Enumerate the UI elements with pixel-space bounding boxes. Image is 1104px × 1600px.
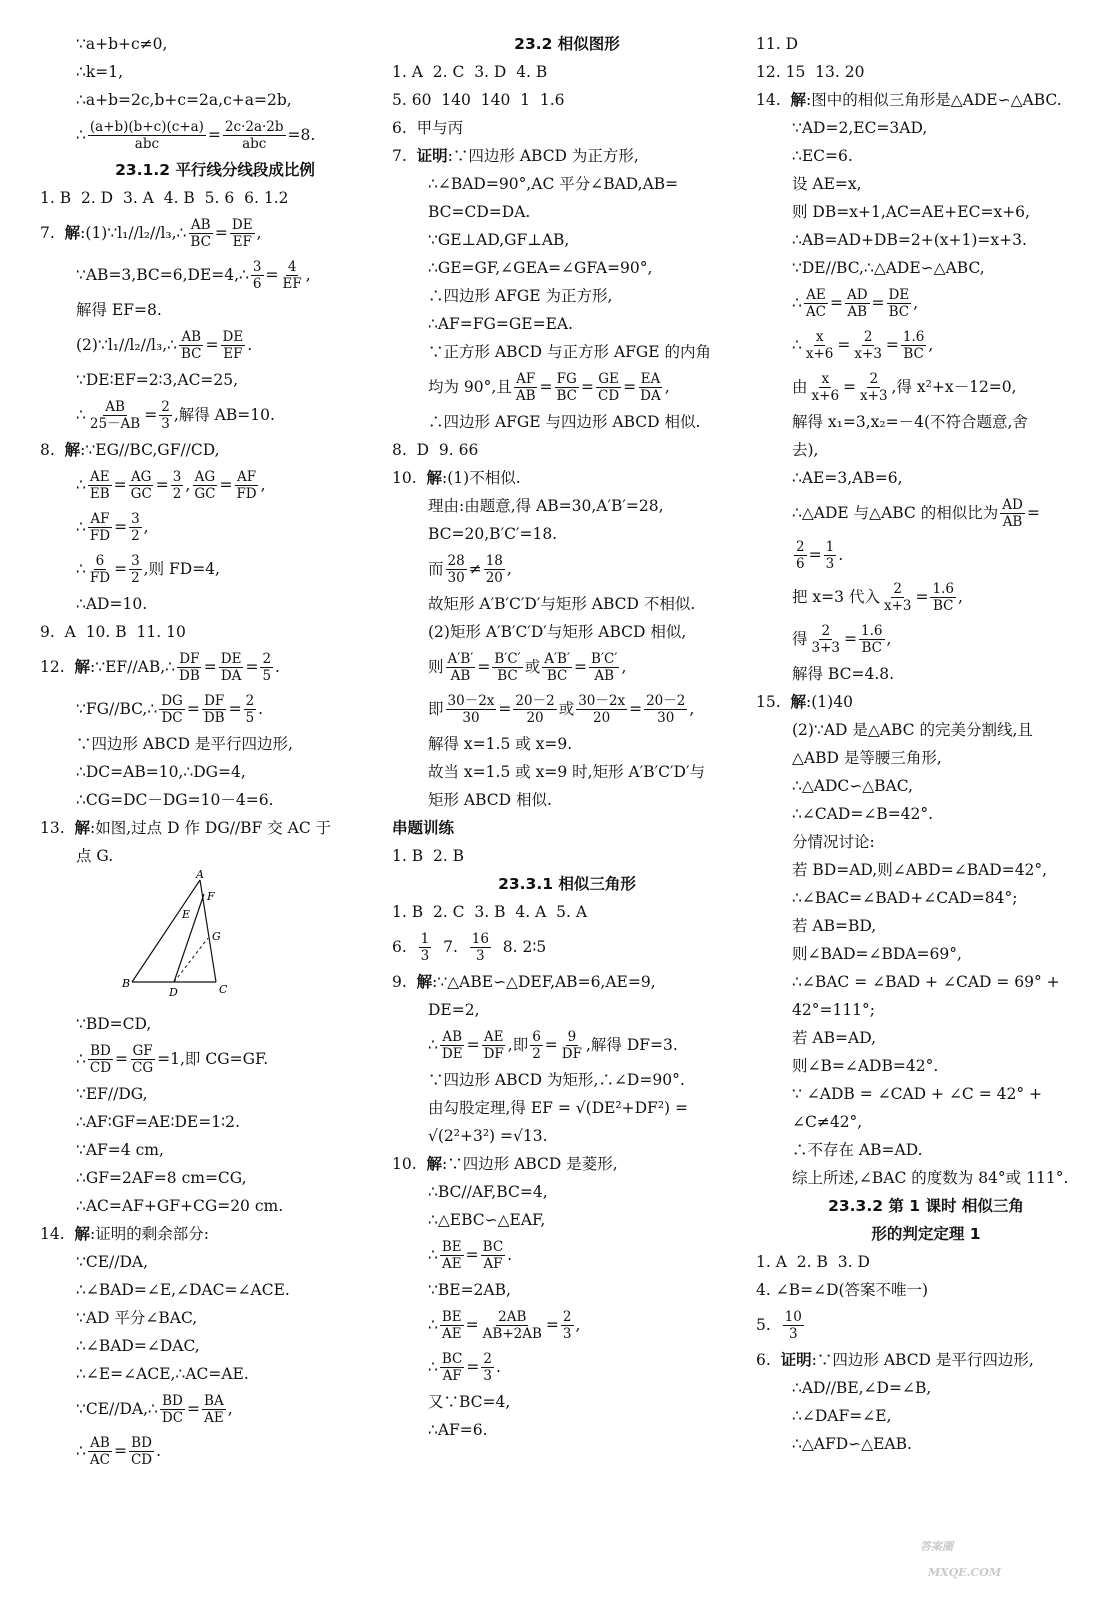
text-line: 矩形 ABCD 相似.: [428, 791, 552, 809]
fraction: $\frac{BC}{AF}$: [482, 1238, 504, 1272]
text-line: (2)矩形 A′B′C′D′与矩形 ABCD 相似,: [428, 623, 687, 641]
text-line: ∵BE=2AB,: [428, 1281, 511, 1299]
triangle-diagram: [120, 870, 260, 1006]
svg-text:B: B: [122, 977, 131, 990]
fraction: $\frac{6}{FD}$: [89, 552, 111, 586]
fraction: $\frac{x}{x+6}$: [805, 328, 834, 362]
text-line: ∴∠BAD=90°,AC 平分∠BAD,AB=: [428, 175, 679, 193]
fraction: $\frac{10}{3}$: [784, 1308, 802, 1342]
text-line: 则 DB=x+1,AC=AE+EC=x+6,: [792, 203, 1030, 221]
math-line: (2)∵l₁//l₂//l₃,∴ $\frac{AB}{BC}$ = $\frac{DE}{EF}$ .: [76, 328, 253, 362]
math-line: ∴ $\frac{x}{x+6}$ = $\frac{2}{x+3}$ = $\frac{1.6}{BC}$ ,: [792, 328, 934, 362]
fraction: $\frac{2}{5}$: [245, 692, 255, 726]
fraction: $\frac{B'C'}{BC}$: [494, 650, 521, 684]
math-line: ∴ $\frac{6}{FD}$ = $\frac{3}{2}$ ,则 FD=4,: [76, 552, 220, 586]
subsection-heading: 串题训练: [392, 819, 455, 837]
text-line: 若 AB=AD,: [792, 1029, 876, 1047]
text-line: ∴不存在 AB=AD.: [792, 1141, 923, 1159]
column-1: [40, 30, 390, 1472]
math-line: 而 $\frac{28}{30}$ ≠ $\frac{18}{20}$ ,: [428, 552, 512, 586]
fraction: $\frac{16}{3}$: [471, 930, 489, 964]
math-line: ∴ $\frac{AB}{25-AB}$ = $\frac{2}{3}$ ,解得 AB=10.: [76, 398, 275, 432]
fraction: $\frac{AE}{AC}$: [805, 286, 826, 320]
text-line: 42°=111°;: [792, 1001, 876, 1019]
fraction: $\frac{AE}{DF}$: [483, 1028, 504, 1062]
text-line: ∴∠BAD=∠DAC,: [76, 1337, 200, 1355]
text-line: ∴BC//AF,BC=4,: [428, 1183, 548, 1201]
fraction: $\frac{3}{2}$: [131, 510, 140, 544]
fraction: $\frac{2}{x+3}$: [883, 580, 912, 614]
fraction: $\frac{DE}{DA}$: [220, 650, 242, 684]
text-line: 1. B 2. C 3. B 4. A 5. A: [392, 903, 588, 921]
text-line: ∵EF//DG,: [76, 1085, 148, 1103]
fraction: $\frac{AB}{25-AB}$: [89, 398, 141, 432]
fraction: $\frac{2c\cdot 2a\cdot 2b}{\text{abc}}$: [224, 118, 284, 152]
text-line: ∴∠BAD=∠E,∠DAC=∠ACE.: [76, 1281, 290, 1299]
text-line: ∴AF∶GF=AE∶DE=1∶2.: [76, 1113, 240, 1131]
text-line: ∴∠BAC=∠BAD+∠CAD=84°;: [792, 889, 1018, 907]
math-line: 均为 90°,且 $\frac{AF}{AB}$ = $\frac{FG}{BC}$ = $\frac{GE}{CD}$ = $\frac{EA}{DA}$ ,: [428, 370, 670, 404]
text-line: ∴CG=DC－DG=10－4=6.: [76, 791, 274, 809]
fraction: $\frac{4}{EF}$: [282, 258, 302, 292]
fraction: $\frac{1.6}{BC}$: [932, 580, 954, 614]
section-heading: 23.1.2 平行线分线段成比例: [115, 161, 315, 179]
text-line: 1. B 2. B: [392, 847, 465, 865]
text-line: 5. 60 140 140 1 1.6: [392, 91, 565, 109]
text-line: 4. ∠B=∠D(答案不唯一): [756, 1281, 929, 1299]
text-line: 8. D 9. 66: [392, 441, 479, 459]
text-line: 解得 BC=4.8.: [792, 665, 895, 683]
text-line: 又∵BC=4,: [428, 1393, 511, 1411]
text-line: ∵AF=4 cm,: [76, 1141, 164, 1159]
fraction: $\frac{A'B'}{BC}$: [544, 650, 571, 684]
svg-text:D: D: [169, 986, 178, 999]
fraction: $\frac{30-2x}{20}$: [578, 692, 626, 726]
math-line: 5. $\frac{10}{3}$: [756, 1308, 802, 1342]
fraction: $\frac{DF}{DB}$: [179, 650, 200, 684]
math-line: ∵CE//DA,∴ $\frac{BD}{DC}$ = $\frac{BA}{AE}$ ,: [76, 1392, 233, 1426]
fraction: $\frac{3}{6}$: [252, 258, 262, 292]
fraction: $\frac{BE}{AE}$: [441, 1238, 462, 1272]
math-line: ∴ $\frac{BD}{CD}$ = $\frac{GF}{CG}$ =1,即 CG=GF.: [76, 1042, 269, 1076]
math-line: ∴ $\frac{AF}{FD}$ = $\frac{3}{2}$ ,: [76, 510, 149, 544]
text-line: ∴∠E=∠ACE,∴AC=AE.: [76, 1365, 249, 1383]
fraction: $\frac{1}{3}$: [825, 538, 835, 572]
math-line: 把 x=3 代入 $\frac{2}{x+3}$ = $\frac{1.6}{BC}$ ,: [792, 580, 963, 614]
math-line: $\frac{2}{6}$ = $\frac{1}{3}$ .: [796, 538, 844, 572]
fraction: $\frac{AG}{GC}$: [130, 468, 152, 502]
math-line: 6. $\frac{1}{3}$ 7. $\frac{16}{3}$ 8. 2∶5: [392, 930, 547, 964]
fraction: $\frac{BD}{CD}$: [130, 1434, 153, 1468]
text-line: ∴AD=10.: [76, 595, 148, 613]
text-line: ∴GE=GF,∠GEA=∠GFA=90°,: [428, 259, 653, 277]
math-line: 得 $\frac{2}{3+3}$ = $\frac{1.6}{BC}$ ,: [792, 622, 892, 656]
text-line: ∴四边形 AFGE 为正方形,: [428, 287, 613, 305]
fraction: $\frac{1.6}{BC}$: [861, 622, 883, 656]
section-heading: 23.3.2 第 1 课时 相似三角: [828, 1197, 1024, 1215]
text-line: 则∠B=∠ADB=42°.: [792, 1057, 939, 1075]
fraction: $\frac{9}{DF}$: [561, 1028, 582, 1062]
text-line: ∵BD=CD,: [76, 1015, 152, 1033]
text-line: ∴△EBC∽△EAF,: [428, 1211, 546, 1229]
math-line: ∴ $\frac{BC}{AF}$ = $\frac{2}{3}$ .: [428, 1350, 501, 1384]
math-line: ∴ $\frac{(a+b)(b+c)(c+a)}{\text{abc}}$ = $\frac{2c\cdot 2a\cdot 2b}{\text{abc}}$ =8.: [76, 118, 316, 152]
text-line: BC=20,B′C′=18.: [428, 525, 558, 543]
fraction: $\frac{GF}{CG}$: [132, 1042, 154, 1076]
text-line: 点 G.: [76, 847, 114, 865]
text-line: 若 BD=AD,则∠ABD=∠BAD=42°,: [792, 861, 1048, 879]
fraction: $\frac{2}{3}$: [161, 398, 170, 432]
fraction: $\frac{2}{x+3}$: [854, 328, 882, 362]
math-line: ∴ $\frac{BE}{AE}$ = $\frac{BC}{AF}$ .: [428, 1238, 513, 1272]
svg-text:E: E: [182, 908, 191, 921]
text-line: 由勾股定理,得 EF = √(DE²+DF²) =: [428, 1099, 688, 1117]
text-line: ∴∠CAD=∠B=42°.: [792, 805, 934, 823]
text-line: 7. 证明 :∵四边形 ABCD 为正方形,: [392, 147, 639, 165]
fraction: $\frac{AD}{AB}$: [846, 286, 868, 320]
text-line: 解得 x=1.5 或 x=9.: [428, 735, 573, 753]
text-line: 1. A 2. C 3. D 4. B: [392, 63, 548, 81]
fraction: $\frac{FG}{BC}$: [556, 370, 578, 404]
text-line: 11. D: [756, 35, 799, 53]
fraction: $\frac{2}{x+3}$: [860, 370, 888, 404]
text-line: ∴a+b=2c,b+c=2a,c+a=2b,: [76, 91, 292, 109]
text-line: 9. 解 :∵△ABE∽△DEF,AB=6,AE=9,: [392, 973, 656, 991]
fraction: $\frac{EA}{DA}$: [640, 370, 661, 404]
fraction: $\frac{A'B'}{AB}$: [447, 650, 474, 684]
math-line: ∴ $\frac{AB}{AC}$ = $\frac{BD}{CD}$ .: [76, 1434, 162, 1468]
text-line: ∴AF=6.: [428, 1421, 488, 1439]
fraction: $\frac{B'C'}{AB}$: [591, 650, 618, 684]
text-line: ∴△AFD∽△EAB.: [792, 1435, 912, 1453]
text-line: ∵a+b+c≠0,: [76, 35, 168, 53]
watermark-logo: [914, 1514, 1084, 1588]
text-line: ∴∠BAC = ∠BAD + ∠CAD = 69° +: [792, 973, 1060, 991]
text-line: 解得 x₁=3,x₂=－4(不符合题意,舍: [792, 413, 1028, 431]
svg-text:答案圈: 答案圈: [920, 1540, 953, 1553]
fraction: $\frac{BD}{CD}$: [89, 1042, 112, 1076]
column-2: [392, 30, 742, 1444]
text-line: ∵CE//DA,: [76, 1253, 149, 1271]
text-line: ∴AE=3,AB=6,: [792, 469, 903, 487]
text-line: 理由:由题意,得 AB=30,A′B′=28,: [428, 497, 664, 515]
text-line: (2)∵AD 是△ABC 的完美分割线,且: [792, 721, 1033, 739]
text-line: ∵正方形 ABCD 与正方形 AFGE 的内角: [428, 343, 712, 361]
math-line: ∵FG//BC,∴ $\frac{DG}{DC}$ = $\frac{DF}{DB}$ = $\frac{2}{5}$ .: [76, 692, 264, 726]
svg-text:F: F: [207, 890, 215, 903]
fraction: $\frac{28}{30}$: [447, 552, 465, 586]
fraction: $\frac{2}{6}$: [796, 538, 805, 572]
text-line: ∴EC=6.: [792, 147, 853, 165]
text-line: ∵AD=2,EC=3AD,: [792, 119, 928, 137]
text-line: 14. 解 :证明的剩余部分:: [40, 1225, 209, 1243]
text-line: ∵AD 平分∠BAC,: [76, 1309, 198, 1327]
text-line: BC=CD=DA.: [428, 203, 531, 221]
text-line: △ABD 是等腰三角形,: [792, 749, 942, 767]
svg-text:MXQE.COM: MXQE.COM: [928, 1566, 1002, 1579]
fraction: $\frac{AF}{AB}$: [515, 370, 536, 404]
text-line: 则∠BAD=∠BDA=69°,: [792, 945, 962, 963]
text-line: 综上所述,∠BAC 的度数为 84°或 111°.: [792, 1169, 1069, 1187]
fraction: $\frac{20-2}{20}$: [515, 692, 555, 726]
text-line: 1. A 2. B 3. D: [756, 1253, 870, 1271]
text-line: ∴AF=FG=GE=EA.: [428, 315, 574, 333]
text-line: 12. 15 13. 20: [756, 63, 865, 81]
text-line: ∴AC=AF+GF+CG=20 cm.: [76, 1197, 284, 1215]
fraction: $\frac{AF}{FD}$: [236, 468, 257, 502]
fraction: $\frac{DE}{EF}$: [222, 328, 244, 362]
fraction: $\frac{30-2x}{30}$: [447, 692, 495, 726]
text-line: 分情况讨论:: [792, 833, 875, 851]
fraction: $\frac{2}{3+3}$: [811, 622, 841, 656]
text-line: 9. A 10. B 11. 10: [40, 623, 186, 641]
fraction: $\frac{BC}{AF}$: [441, 1350, 463, 1384]
text-line: ∴AB=AD+DB=2+(x+1)=x+3.: [792, 231, 1027, 249]
text-line: ∠C≠42°,: [792, 1113, 863, 1131]
text-line: ∴GF=2AF=8 cm=CG,: [76, 1169, 247, 1187]
fraction: $\frac{DF}{DB}$: [203, 692, 225, 726]
text-line: ∵ ∠ADB = ∠CAD + ∠C = 42° +: [792, 1085, 1043, 1103]
text-line: 设 AE=x,: [792, 175, 862, 193]
text-line: ∵四边形 ABCD 是平行四边形,: [76, 735, 293, 753]
svg-text:C: C: [219, 983, 228, 996]
fraction: $\frac{AB}{BC}$: [181, 328, 202, 362]
fraction: $\frac{AB}{DE}$: [441, 1028, 463, 1062]
text-line: 若 AB=BD,: [792, 917, 877, 935]
text-line: 故当 x=1.5 或 x=9 时,矩形 A′B′C′D′与: [428, 763, 705, 781]
text-line: 8. 解 :∵EG//BC,GF//CD,: [40, 441, 220, 459]
fraction: $\frac{DE}{BC}$: [888, 286, 910, 320]
section-heading: 23.2 相似图形: [514, 35, 620, 53]
text-line: 10. 解 :∵四边形 ABCD 是菱形,: [392, 1155, 618, 1173]
text-line: ∵DE∶EF=2∶3,AC=25,: [76, 371, 239, 389]
text-line: ∴∠DAF=∠E,: [792, 1407, 892, 1425]
text-line: 13. 解 :如图,过点 D 作 DG//BF 交 AC 于: [40, 819, 332, 837]
fraction: $\frac{AF}{FD}$: [89, 510, 111, 544]
fraction: $\frac{2}{5}$: [262, 650, 272, 684]
fraction: $\frac{20-2}{30}$: [646, 692, 686, 726]
text-line: ∵GE⊥AD,GF⊥AB,: [428, 231, 570, 249]
math-line: 12. 解 :∵EF//AB,∴ $\frac{DF}{DB}$ = $\frac{DE}{DA}$ = $\frac{2}{5}$ .: [40, 650, 280, 684]
fraction: $\frac{AB}{AC}$: [89, 1434, 110, 1468]
watermark-icon: [914, 1514, 1084, 1584]
fraction: $\frac{6}{2}$: [532, 1028, 541, 1062]
math-line: 则 $\frac{A'B'}{AB}$ = $\frac{B'C'}{BC}$ 或 $\frac{A'B'}{BC}$ = $\frac{B'C'}{AB}$ ,: [428, 650, 627, 684]
fraction: $\frac{3}{2}$: [172, 468, 182, 502]
math-line: ∴△ADE 与△ABC 的相似比为 $\frac{AD}{AB}$ =: [792, 496, 1040, 530]
math-line: ∴ $\frac{AB}{DE}$ = $\frac{AE}{DF}$ ,即 $\frac{6}{2}$ = $\frac{9}{DF}$ ,解得 DF=3.: [428, 1028, 678, 1062]
fraction: $\frac{AG}{GC}$: [194, 468, 216, 502]
fraction: $\frac{AD}{AB}$: [1002, 496, 1023, 530]
fraction: $\frac{x}{x+6}$: [811, 370, 840, 404]
math-line: ∵AB=3,BC=6,DE=4,∴ $\frac{3}{6}$ = $\frac{4}{EF}$ ,: [76, 258, 311, 292]
text-line: ∴四边形 AFGE 与四边形 ABCD 相似.: [428, 413, 701, 431]
text-line: 15. 解 :(1)40: [756, 693, 853, 711]
fraction: $\frac{DE}{EF}$: [231, 216, 253, 250]
column-3: [756, 30, 1096, 1458]
svg-text:G: G: [212, 930, 221, 943]
fraction: $\frac{2AB}{AB+2AB}$: [482, 1308, 542, 1342]
text-line: 6. 甲与丙: [392, 119, 464, 137]
text-line: ∵DE//BC,∴△ADE∽△ABC,: [792, 259, 985, 277]
text-line: DE=2,: [428, 1001, 480, 1019]
fraction: $\frac{2}{3}$: [483, 1350, 492, 1384]
fraction: $\frac{1}{3}$: [420, 930, 430, 964]
fraction: $\frac{(a+b)(b+c)(c+a)}{\text{abc}}$: [89, 118, 204, 152]
section-heading: 形的判定定理 1: [871, 1225, 981, 1243]
fraction: $\frac{GE}{CD}$: [598, 370, 620, 404]
text-line: ∴AD//BE,∠D=∠B,: [792, 1379, 932, 1397]
math-line: 由 $\frac{x}{x+6}$ = $\frac{2}{x+3}$ ,得 x²+x－12=0,: [792, 370, 1017, 404]
text-line: ∴△ADC∽△BAC,: [792, 777, 913, 795]
fraction: $\frac{BA}{AE}$: [204, 1392, 224, 1426]
fraction: $\frac{AE}{EB}$: [89, 468, 110, 502]
math-line: ∴ $\frac{BE}{AE}$ = $\frac{2AB}{AB+2AB}$ = $\frac{2}{3}$ ,: [428, 1308, 581, 1342]
fraction: $\frac{AB}{BC}$: [190, 216, 211, 250]
section-heading: 23.3.1 相似三角形: [498, 875, 636, 893]
fraction: $\frac{2}{3}$: [562, 1308, 572, 1342]
svg-text:A: A: [196, 870, 204, 881]
math-line: 7. 解 :(1)∵l₁//l₂//l₃,∴ $\frac{AB}{BC}$ = $\frac{DE}{EF}$ ,: [40, 216, 262, 250]
text-line: ∵四边形 ABCD 为矩形,∴∠D=90°.: [428, 1071, 685, 1089]
math-line: ∴ $\frac{AE}{AC}$ = $\frac{AD}{AB}$ = $\frac{DE}{BC}$ ,: [792, 286, 919, 320]
fraction: $\frac{3}{2}$: [131, 552, 140, 586]
text-line: ∴DC=AB=10,∴DG=4,: [76, 763, 246, 781]
fraction: $\frac{BD}{DC}$: [161, 1392, 184, 1426]
text-line: 14. 解 :图中的相似三角形是△ADE∽△ABC.: [756, 91, 1062, 109]
text-line: 1. B 2. D 3. A 4. B 5. 6 6. 1.2: [40, 189, 289, 207]
text-line: 10. 解 :(1)不相似.: [392, 469, 521, 487]
text-line: 解得 EF=8.: [76, 301, 162, 319]
fraction: $\frac{18}{20}$: [485, 552, 503, 586]
text-line: 去),: [792, 441, 819, 459]
text-line: √(2²+3²) =√13.: [428, 1127, 548, 1145]
text-line: ∴k=1,: [76, 63, 124, 81]
fraction: $\frac{DG}{DC}$: [161, 692, 183, 726]
text-line: 6. 证明 :∵四边形 ABCD 是平行四边形,: [756, 1351, 1034, 1369]
math-line: 即 $\frac{30-2x}{30}$ = $\frac{20-2}{20}$ 或 $\frac{30-2x}{20}$ = $\frac{20-2}{30}$ ,: [428, 692, 695, 726]
triangle-figure: [40, 870, 390, 1010]
fraction: $\frac{BE}{AE}$: [441, 1308, 462, 1342]
fraction: $\frac{1.6}{BC}$: [902, 328, 925, 362]
math-line: ∴ $\frac{AE}{EB}$ = $\frac{AG}{GC}$ = $\frac{3}{2}$ , $\frac{AG}{GC}$ = $\frac{AF}{FD}$ ,: [76, 468, 266, 502]
text-line: 故矩形 A′B′C′D′与矩形 ABCD 不相似.: [428, 595, 696, 613]
